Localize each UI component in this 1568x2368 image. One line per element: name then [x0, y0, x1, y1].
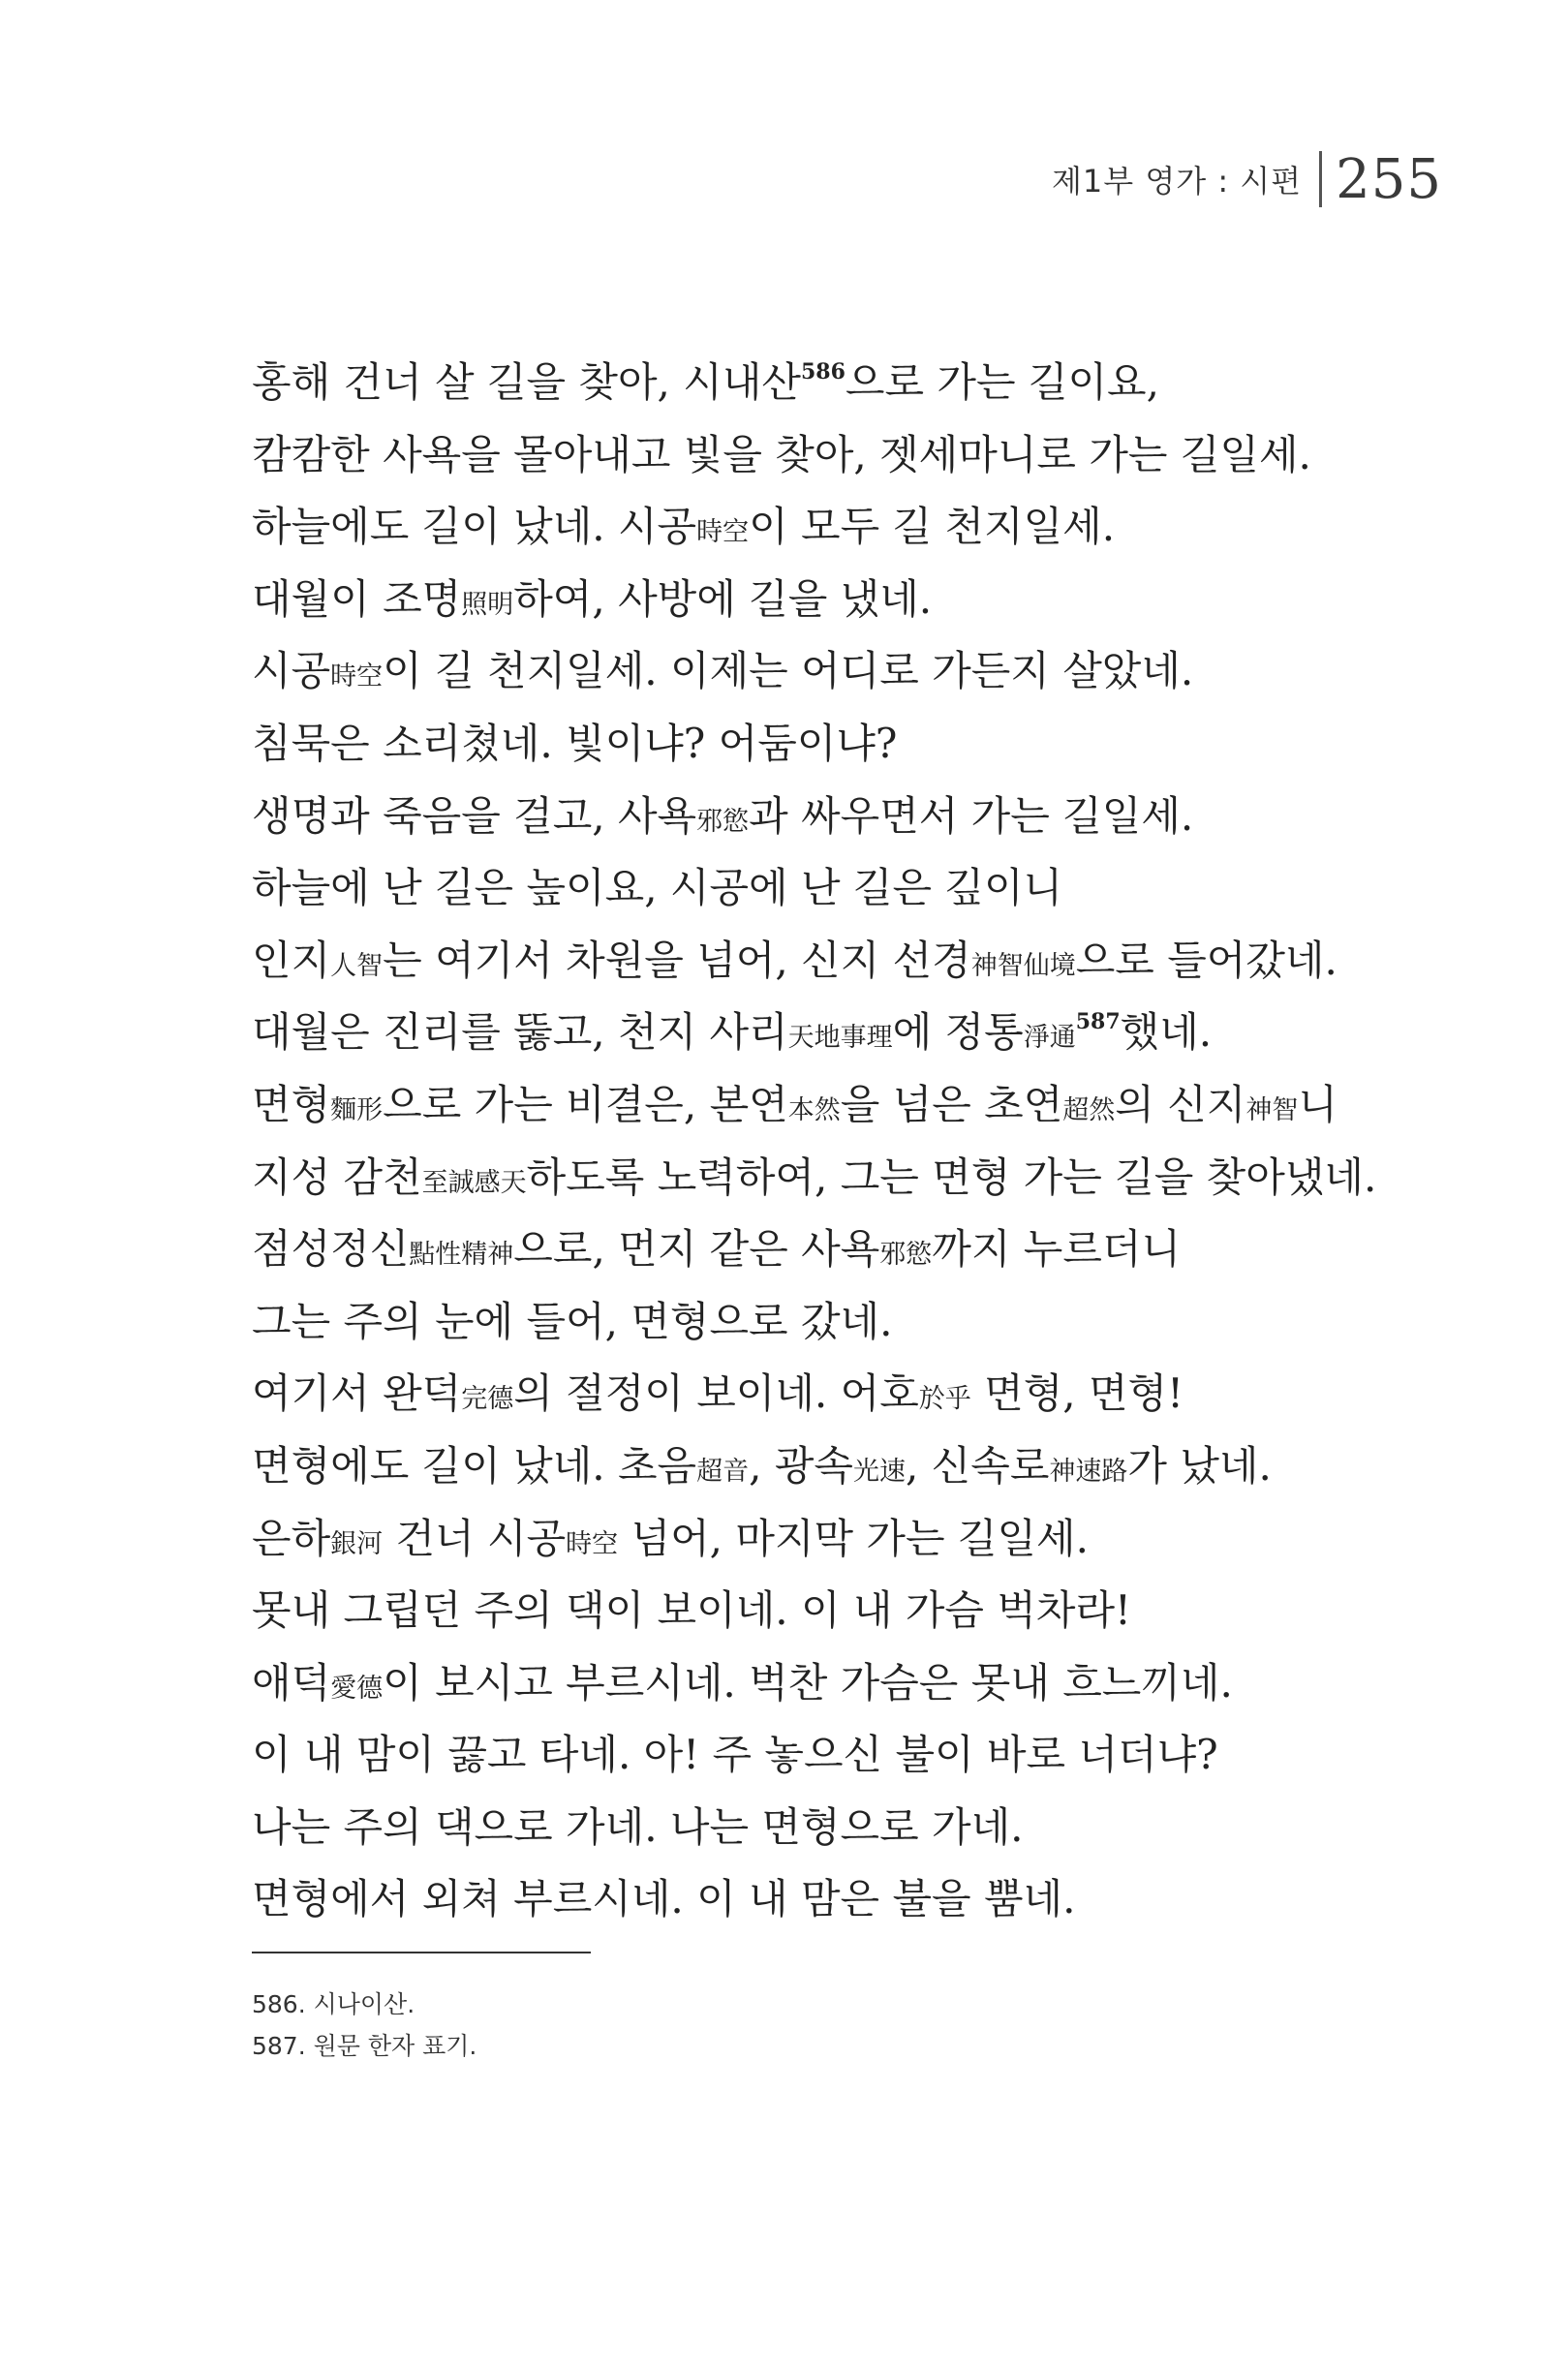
poem-text: 으로 들어갔네.	[1075, 936, 1337, 984]
hanja-annotation: 點性精神	[409, 1240, 514, 1271]
poem-line	[252, 1575, 1453, 1647]
hanja-annotation: 麵形	[330, 1094, 384, 1125]
hanja-annotation: 神智仙境	[970, 950, 1076, 981]
poem-text: 넘어, 마지막 가는 길일세.	[618, 1514, 1089, 1562]
poem-text: 대월은 진리를 뚫고, 천지 사리	[252, 1008, 788, 1057]
hanja-annotation: 完德	[461, 1384, 514, 1415]
poem-line	[252, 1719, 1453, 1792]
footnote: 587. 원문 한자 표기.	[252, 2032, 477, 2060]
poem-text: 침묵은 소리쳤네. 빛이냐? 어둠이냐?	[252, 719, 898, 767]
hanja-annotation: 神智	[1245, 1094, 1299, 1125]
hanja-annotation: 愛德	[330, 1673, 384, 1704]
hanja-annotation: 邪慾	[696, 806, 750, 837]
hanja-annotation: 於乎	[918, 1384, 971, 1415]
hanja-annotation: 照明	[461, 589, 514, 620]
poem-body	[252, 347, 1453, 1936]
hanja-annotation: 神速路	[1049, 1456, 1128, 1487]
poem-text: 면형에도 길이 났네. 초음	[252, 1441, 697, 1490]
poem-text: 나는 주의 댁으로 가네. 나는 면형으로 가네.	[252, 1802, 1024, 1851]
hanja-annotation: 人智	[330, 950, 384, 981]
hanja-annotation: 淨通	[1023, 1023, 1076, 1054]
poem-text: 대월이 조명	[252, 574, 462, 623]
poem-text: 까지 누르더니	[932, 1225, 1182, 1274]
poem-text: 시공	[252, 647, 331, 695]
poem-text: 이 내 맘이 끓고 타네. 아! 주 놓으신 불이 바로 너더냐?	[252, 1731, 1218, 1779]
poem-line	[252, 491, 1453, 564]
page-number: 255	[1336, 147, 1442, 211]
poem-text: 의 신지	[1115, 1080, 1246, 1128]
poem-text: 애덕	[252, 1658, 331, 1707]
hanja-annotation: 邪慾	[879, 1240, 933, 1271]
hanja-annotation: 天地事理	[787, 1023, 893, 1054]
poem-line	[252, 1214, 1453, 1286]
poem-line	[252, 635, 1453, 708]
poem-text: 점성정신	[252, 1225, 410, 1274]
poem-text: 니	[1298, 1080, 1337, 1128]
poem-text: 가 났네.	[1127, 1441, 1272, 1490]
poem-text: 이 길 천지일세. 이제는 어디로 가든지 살았네.	[383, 647, 1194, 695]
poem-line	[252, 1286, 1453, 1359]
hanja-annotation: 至誠感天	[421, 1167, 527, 1198]
hanja-annotation: 銀河	[330, 1528, 384, 1559]
poem-line	[252, 925, 1453, 998]
footnote: 586. 시나이산.	[252, 1990, 415, 2018]
poem-text: 은하	[252, 1514, 331, 1562]
hanja-annotation: 本然	[787, 1094, 841, 1125]
poem-text: 이 보시고 부르시네. 벅찬 가슴은 못내 흐느끼네.	[383, 1658, 1233, 1707]
poem-text: 생명과 죽음을 걸고, 사욕	[252, 791, 697, 840]
poem-text: 하늘에 난 길은 높이요, 시공에 난 길은 깊이니	[252, 864, 1063, 912]
poem-text: 면형에서 외쳐 부르시네. 이 내 맘은 불을 뿜네.	[252, 1875, 1076, 1923]
poem-line	[252, 1430, 1453, 1503]
poem-text: 지성 감천	[252, 1153, 422, 1201]
poem-text: 건너 시공	[383, 1514, 567, 1562]
header-divider	[1319, 151, 1322, 207]
poem-text: 하늘에도 길이 났네. 시공	[252, 503, 697, 551]
hanja-annotation: 時空	[566, 1528, 619, 1559]
poem-line	[252, 347, 1453, 419]
footnote-marker: 587	[1075, 1009, 1121, 1035]
poem-text: 에 정통	[892, 1008, 1024, 1057]
poem-text: 으로, 먼지 같은 사욕	[513, 1225, 880, 1274]
poem-text: 하여, 사방에 길을 냈네.	[513, 574, 933, 623]
footnote-rule	[252, 1952, 591, 1953]
running-header	[1052, 145, 1442, 213]
poem-text: 여기서 완덕	[252, 1369, 462, 1418]
poem-line	[252, 419, 1453, 492]
hanja-annotation: 時空	[696, 517, 750, 548]
poem-text: 으로 가는 비결은, 본연	[383, 1080, 788, 1128]
poem-text: , 신속로	[905, 1441, 1050, 1490]
poem-line	[252, 997, 1453, 1069]
poem-text: 으로 가는 길이요,	[845, 358, 1159, 406]
poem-text: 이 모두 길 천지일세.	[749, 503, 1116, 551]
poem-line	[252, 708, 1453, 781]
footnotes	[252, 1984, 477, 2067]
poem-line	[252, 1358, 1453, 1430]
poem-text: 인지	[252, 936, 331, 984]
poem-line	[252, 1503, 1453, 1576]
poem-line	[252, 1792, 1453, 1864]
hanja-annotation: 超然	[1062, 1094, 1116, 1125]
footnote-marker: 586	[800, 359, 845, 384]
poem-text: 캄캄한 사욕을 몰아내고 빛을 찾아, 젯세마니로 가는 길일세.	[252, 430, 1311, 478]
poem-line	[252, 1069, 1453, 1142]
poem-text: , 광속	[749, 1441, 853, 1490]
poem-text: 그는 주의 눈에 들어, 면형으로 갔네.	[252, 1297, 893, 1345]
poem-text: 했네.	[1120, 1008, 1213, 1057]
poem-text: 는 여기서 차원을 넘어, 신지 선경	[383, 936, 971, 984]
poem-text: 면형, 면형!	[970, 1369, 1184, 1418]
poem-text: 하도록 노력하여, 그는 면형 가는 길을 찾아냈네.	[526, 1153, 1377, 1201]
poem-line	[252, 1142, 1453, 1215]
poem-text: 과 싸우면서 가는 길일세.	[749, 791, 1194, 840]
poem-text: 의 절정이 보이네. 어호	[513, 1369, 919, 1418]
hanja-annotation: 光速	[852, 1456, 906, 1487]
poem-text: 면형	[252, 1080, 331, 1128]
poem-line	[252, 852, 1453, 925]
poem-text: 못내 그립던 주의 댁이 보이네. 이 내 가슴 벅차라!	[252, 1586, 1131, 1635]
chapter-title: 제1부 영가 : 시편	[1051, 163, 1303, 200]
poem-text: 을 넘은 초연	[840, 1080, 1063, 1128]
poem-line	[252, 781, 1453, 853]
poem-line	[252, 1647, 1453, 1720]
poem-line	[252, 564, 1453, 636]
poem-line	[252, 1863, 1453, 1936]
hanja-annotation: 超音	[696, 1456, 750, 1487]
hanja-annotation: 時空	[330, 661, 384, 692]
poem-text: 홍해 건너 살 길을 찾아, 시내산	[252, 358, 801, 406]
